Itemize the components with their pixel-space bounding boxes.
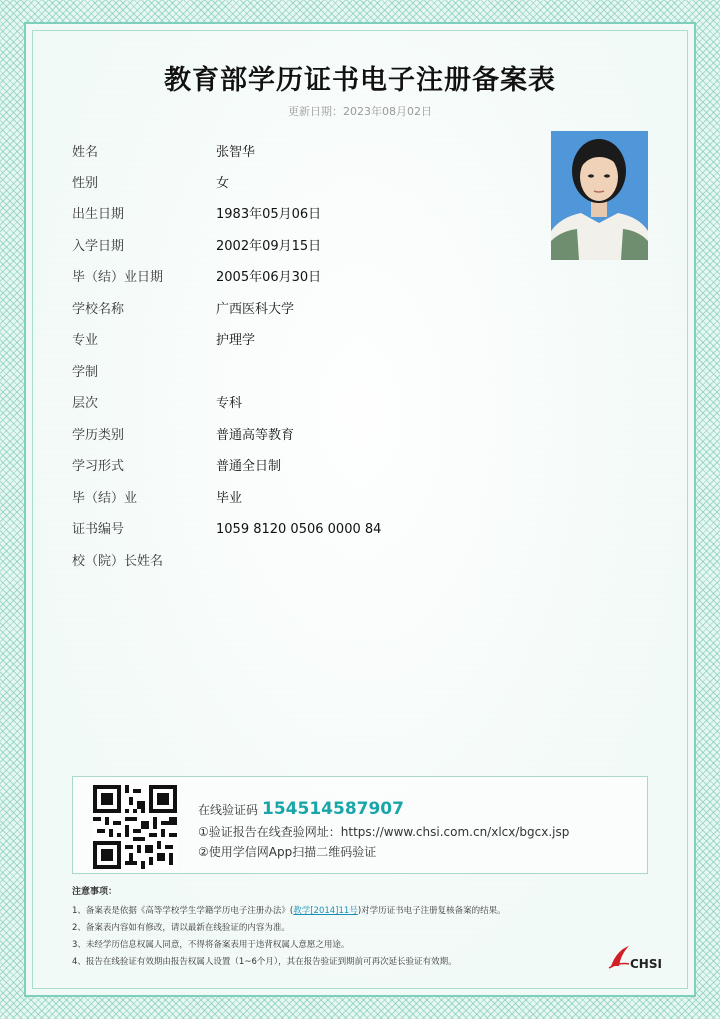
chsi-logo-text: CHSI [630, 957, 662, 971]
field-row-graduation-date [72, 267, 492, 289]
field-row-study-mode [72, 456, 492, 478]
notes-section [72, 884, 506, 971]
field-value: 护理学 [216, 333, 256, 348]
id-photo [551, 131, 648, 260]
verification-box [72, 776, 648, 874]
field-row-birth-date [72, 204, 492, 226]
field-value: 毕业 [216, 491, 243, 506]
field-row-education-type [72, 425, 492, 447]
update-date: 更新日期：2023年08月02日 [288, 105, 432, 118]
field-row-level [72, 393, 492, 415]
field-label: 出生日期 [72, 207, 125, 222]
field-value: 1059 8120 0506 0000 84 [216, 522, 382, 537]
field-label: 学历类别 [72, 428, 125, 443]
field-value: 2005年06月30日 [216, 270, 322, 285]
field-value: 2002年09月15日 [216, 239, 322, 254]
field-label: 姓名 [72, 145, 99, 160]
note-item [72, 903, 506, 920]
field-row-duration [72, 362, 492, 384]
field-label: 学制 [72, 365, 99, 380]
document-title: 教育部学历证书电子注册备案表 [164, 65, 556, 96]
field-label: 学校名称 [72, 302, 125, 317]
field-label: 入学日期 [72, 239, 125, 254]
field-row-name [72, 142, 492, 164]
note-item: 4、报告在线验证有效期由报告权属人设置（1~6个月），其在报告验证到期前可再次延长验证有效期。 [72, 957, 457, 967]
field-value: 普通高等教育 [216, 428, 295, 443]
verification-code: 154514587907 [262, 799, 404, 819]
qr-code[interactable] [93, 785, 177, 869]
field-row-enroll-date [72, 236, 492, 258]
field-label: 学习形式 [72, 459, 125, 474]
field-row-certificate-number [72, 519, 492, 541]
field-value: 女 [216, 176, 230, 191]
field-row-school [72, 299, 492, 321]
note-item: 3、未经学历信息权属人同意，不得将备案表用于违背权属人意愿之用途。 [72, 940, 350, 950]
field-label: 性别 [72, 176, 99, 191]
field-value: 张智华 [216, 145, 256, 160]
field-value: 1983年05月06日 [216, 207, 322, 222]
field-label: 证书编号 [72, 522, 125, 537]
field-row-president-name [72, 551, 492, 573]
portrait-image [551, 131, 648, 260]
verification-code-label: 在线验证码 [198, 803, 259, 817]
field-label: 层次 [72, 396, 99, 411]
field-value: 普通全日制 [216, 459, 282, 474]
field-row-completion [72, 488, 492, 510]
note-item: 2、备案表内容如有修改，请以最新在线验证的内容为准。 [72, 923, 290, 933]
notes-title: 注意事项： [72, 887, 118, 897]
note-text: )对学历证书电子注册复核备案的结果。 [357, 906, 506, 916]
note-text: 1、备案表是依据《高等学校学生学籍学历电子注册办法》( [72, 906, 294, 916]
verification-url-line[interactable]: ①验证报告在线查验网址：https://www.chsi.com.cn/xlcx/bgcx.jsp [198, 825, 570, 839]
field-row-gender [72, 173, 492, 195]
field-label: 专业 [72, 333, 99, 348]
field-value: 专科 [216, 396, 243, 411]
verification-app-line: ②使用学信网App扫描二维码验证 [198, 845, 377, 859]
field-label: 毕（结）业日期 [72, 270, 164, 285]
field-row-major [72, 330, 492, 352]
field-value: 广西医科大学 [216, 302, 295, 317]
verification-code-row [198, 799, 404, 819]
field-label: 校（院）长姓名 [72, 554, 164, 569]
field-label: 毕（结）业 [72, 491, 138, 506]
regulation-link[interactable]: 教学[2014]11号 [293, 906, 358, 916]
